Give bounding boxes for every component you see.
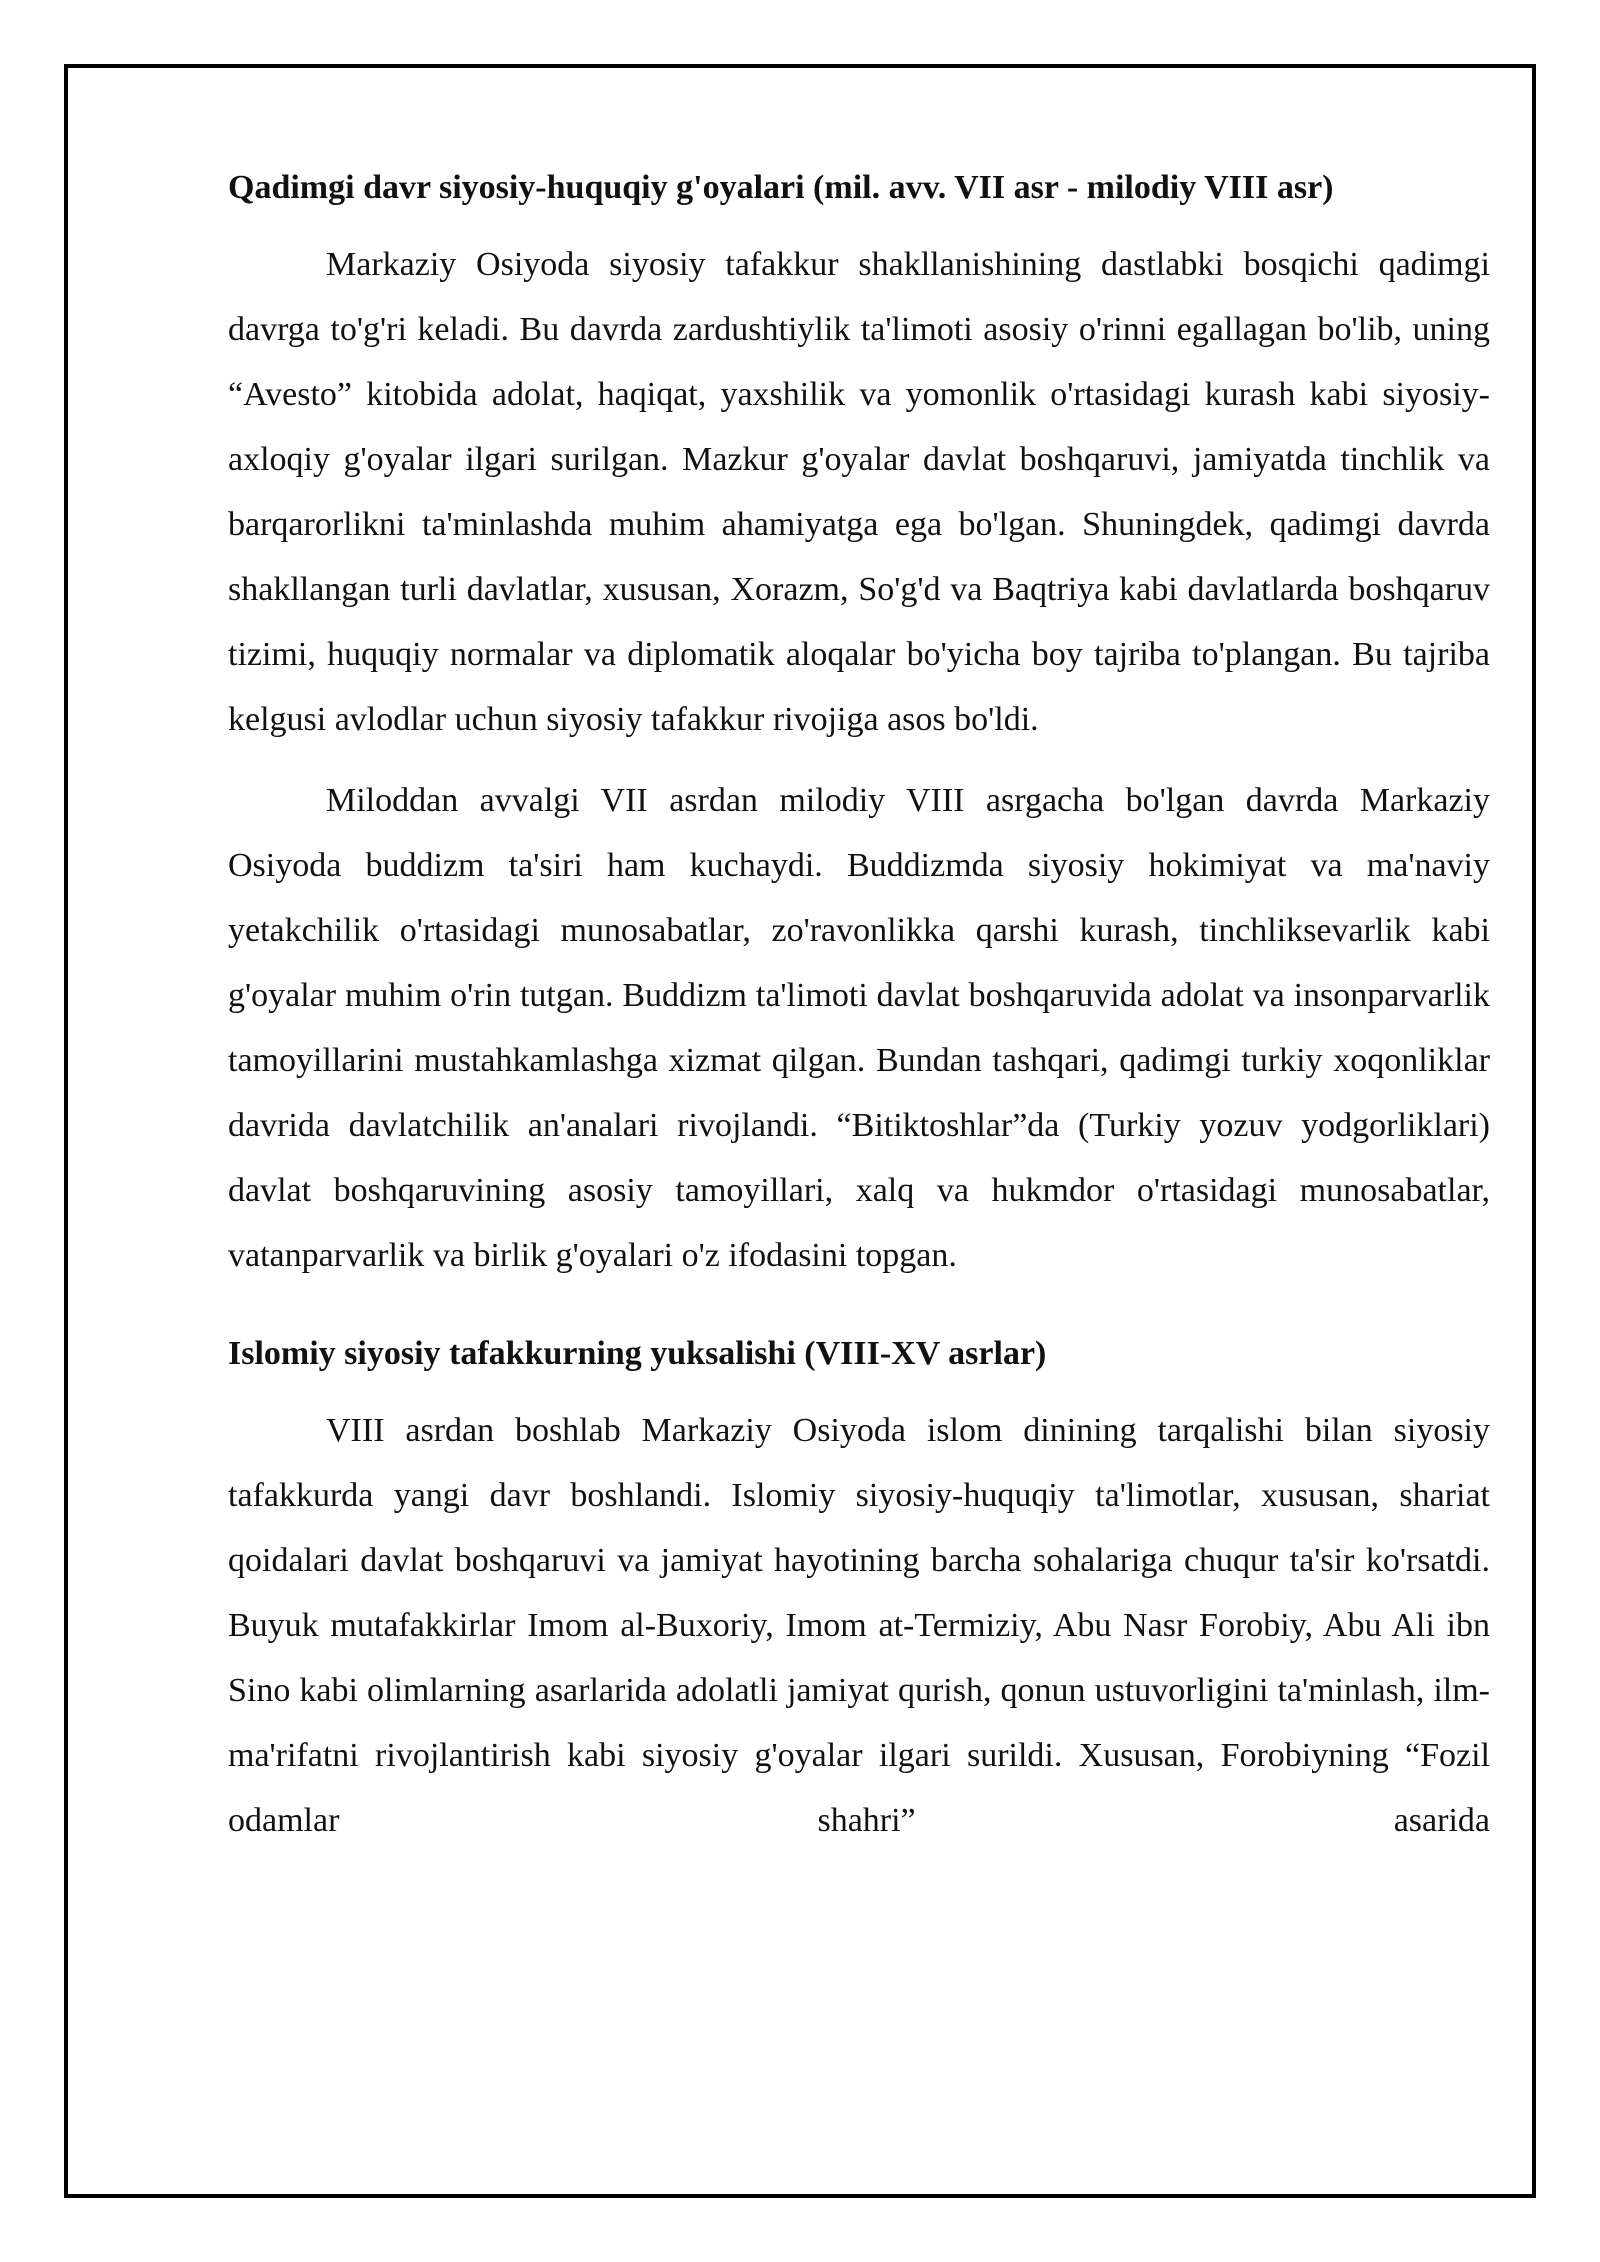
paragraph-buddhism: Miloddan avvalgi VII asrdan milodiy VIII asrgacha bo'lgan davrda Markaziy Osiyoda buddizm ta'siri ham kuchaydi. Buddizmda siyosiy hokimiyat va ma'naviy yetakchilik o'rtasidagi munosabatlar, zo'ravonlikka qarshi kurash, tinchliksevarlik kabi g'oyalar muhim o'rin tutgan. Buddizm ta'limoti davlat boshqaruvida adolat va insonparvarlik tamoyillarini mustahkamlashga xizmat qilgan. Bundan tashqari, qadimgi turkiy xoqonliklar davrida davlatchilik an'analari rivojlandi. “Bitiktoshlar”da (Turkiy yozuv yodgorliklari) davlat boshqaruvining asosiy tamoyillari, xalq va hukmdor o'rtasidagi munosabatlar, vatanparvarlik va birlik g'oyalari o'z ifodasini topgan. [228, 782, 1490, 1274]
section-heading-ancient: Qadimgi davr siyosiy-huquqiy g'oyalari (mil. avv. VII asr - milodiy VIII asr) [228, 169, 1334, 206]
section-heading-islamic: Islomiy siyosiy tafakkurning yuksalishi (VIII-XV asrlar) [228, 1335, 1047, 1372]
paragraph-zoroastrianism: Markaziy Osiyoda siyosiy tafakkur shakllanishining dastlabki bosqichi qadimgi davrga to'g'ri keladi. Bu davrda zardushtiylik ta'limoti asosiy o'rinni egallagan bo'lib, uning “Avesto” kitobida adolat, haqiqat, yaxshilik va yomonlik o'rtasidagi kurash kabi siyosiy-axloqiy g'oyalar ilgari surilgan. Mazkur g'oyalar davlat boshqaruvi, jamiyatda tinchlik va barqarorlikni ta'minlashda muhim ahamiyatga ega bo'lgan. Shuningdek, qadimgi davrda shakllangan turli davlatlar, xususan, Xorazm, So'g'd va Baqtriya kabi davlatlarda boshqaruv tizimi, huquqiy normalar va diplomatik aloqalar bo'yicha boy tajriba to'plangan. Bu tajriba kelgusi avlodlar uchun siyosiy tafakkur rivojiga asos bo'ldi. [228, 246, 1490, 738]
paragraph-islam: VIII asrdan boshlab Markaziy Osiyoda islom dinining tarqalishi bilan siyosiy tafakkurda yangi davr boshlandi. Islomiy siyosiy-huquqiy ta'limotlar, xususan, shariat qoidalari davlat boshqaruvi va jamiyat hayotining barcha sohalariga chuqur ta'sir ko'rsatdi. Buyuk mutafakkirlar Imom al-Buxoriy, Imom at-Termiziy, Abu Nasr Forobiy, Abu Ali ibn Sino kabi olimlarning asarlarida adolatli jamiyat qurish, qonun ustuvorligini ta'minlash, ilm-ma'rifatni rivojlantirish kabi siyosiy g'oyalar ilgari surildi. Xususan, Forobiyning “Fozil odamlar shahri” asarida [228, 1412, 1490, 1839]
document-body [228, 166, 1490, 1853]
